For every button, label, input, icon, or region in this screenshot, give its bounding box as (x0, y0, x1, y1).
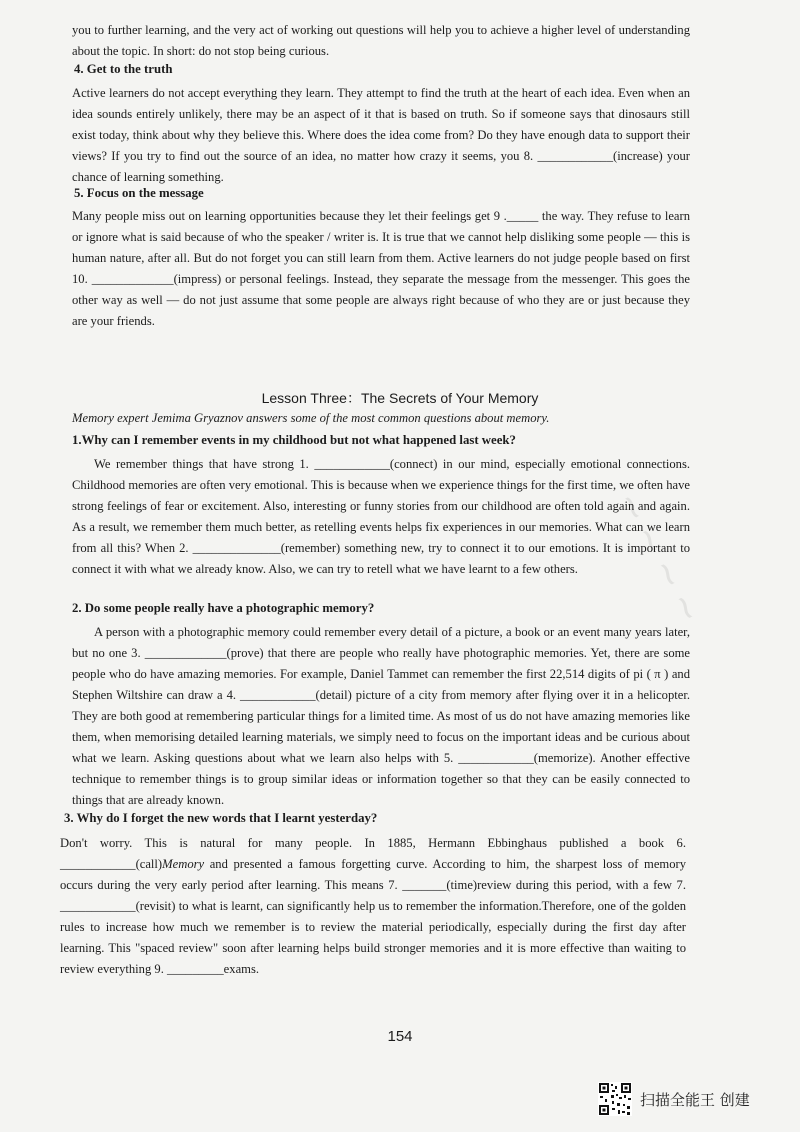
paragraph-truth: Active learners do not accept everything they learn. They attempt to find the truth at the heart of each idea. Even when an idea sounds entirely unlikely, there may be an aspect of it that is based on truth. So if someone says that dinosaurs still exist today, think about why they believe this. Where does the idea come from? Do they have enough data to support their views? If you try to find out the source of an idea, no matter how crazy it seems, you 8. ____________(increase) your chance of learning something. (72, 86, 690, 184)
page-number: 154 (387, 1028, 413, 1045)
scanner-footer (598, 1082, 750, 1116)
answer-3-line1: Don't worry. This is natural for many people. In 1885, Hermann Ebbinghaus published a book 6. (60, 836, 686, 850)
paragraph-curious: you to further learning, and the very act of working out questions will help you to achieve a higher level of understanding about the topic. In short: do not stop being curious. (72, 23, 690, 58)
answer-1-paragraph: We remember things that have strong 1. ____________(connect) in our mind, especially emotional connections. Childhood memories are often very emotional. This is because when we experience things for the first time, we often have strong feelings of fear or excitement. Also, interesting or funny stories from our childhood are often told again and again. As a result, we remember them much better, as retelling events helps fix experiences in our memories. What can we learn from all this? When 2. ______________(remember) something new, try to connect it to our emotions. It is important to connect it with what we already know. Also, we can try to retell what we have learnt to a few others. (72, 457, 690, 576)
question-1-heading: 1.Why can I remember events in my childhood but not what happened last week? (72, 433, 516, 447)
faint-watermark: ~ ~ ~ ~ (604, 484, 714, 631)
answer-3-blank: ____________(call) (60, 857, 163, 871)
answer-3-book-title: Memory (162, 857, 205, 871)
paragraph-message: Many people miss out on learning opportunities because they let their feelings get 9 ._____ the way. They refuse to learn or ignore what is said because of who the speaker / writer is. It is true that we cannot help disliking some people — this is human nature, after all. But do not forget you can still learn from them. Active learners do not judge people based on first 10. _____________(impress) or personal feelings. Instead, they separate the message from the messenger. This goes the other way as well — do not just assume that some people are always right because of who they are or just because they are your friends. (72, 209, 690, 328)
lesson-subtitle: Memory expert Jemima Gryaznov answers some of the most common questions about memory. (72, 411, 550, 425)
question-3-heading: 3. Why do I forget the new words that I learnt yesterday? (64, 811, 378, 825)
answer-2-paragraph: A person with a photographic memory could remember every detail of a picture, a book or an event many years later, but no one 3. _____________(prove) that there are people who really have photographic memories. Yet, there are some people who do have amazing memories. For example, Daniel Tammet can remember the first 22,514 digits of pi ( π ) and Stephen Wiltshire can draw a 4. ____________(detail) picture of a city from memory after flying over it in a helicopter. They are both good at remembering particular things for a limited time. As most of us do not have amazing memories like them, when memorising detailed learning materials, we simply need to focus on the important ideas and be curious about what we learn. Asking questions about what we learn also helps with 5. ____________(memorize). Another effective technique to remember things is to group similar ideas or information together so that they can be easily connected to things that are already known. (72, 625, 690, 807)
heading-focus-message: 5. Focus on the message (74, 186, 204, 200)
lesson-title: Lesson Three：The Secrets of Your Memory (261, 390, 539, 406)
answer-3-paragraph (60, 833, 686, 980)
qr-code-icon (598, 1082, 632, 1116)
answer-3-rest: and presented a famous forgetting curve. According to him, the sharpest loss of memory occurs during the very early period after learning. This means 7. _______(time)review during this period, with a few 7. ____________(revisit) to what is learnt, can significantly help us to remember the information.Therefore, one of the golden rules to increase how much we remember is to review the material periodically, especially during the first day after learning. This "spaced review" soon after learning helps build stronger memories and it is more effective than waiting to review everything 9. _________exams. (60, 857, 686, 976)
question-2-heading: 2. Do some people really have a photographic memory? (72, 601, 375, 615)
footer-text: 扫描全能王 创建 (640, 1090, 750, 1109)
heading-get-to-truth: 4. Get to the truth (74, 62, 173, 76)
